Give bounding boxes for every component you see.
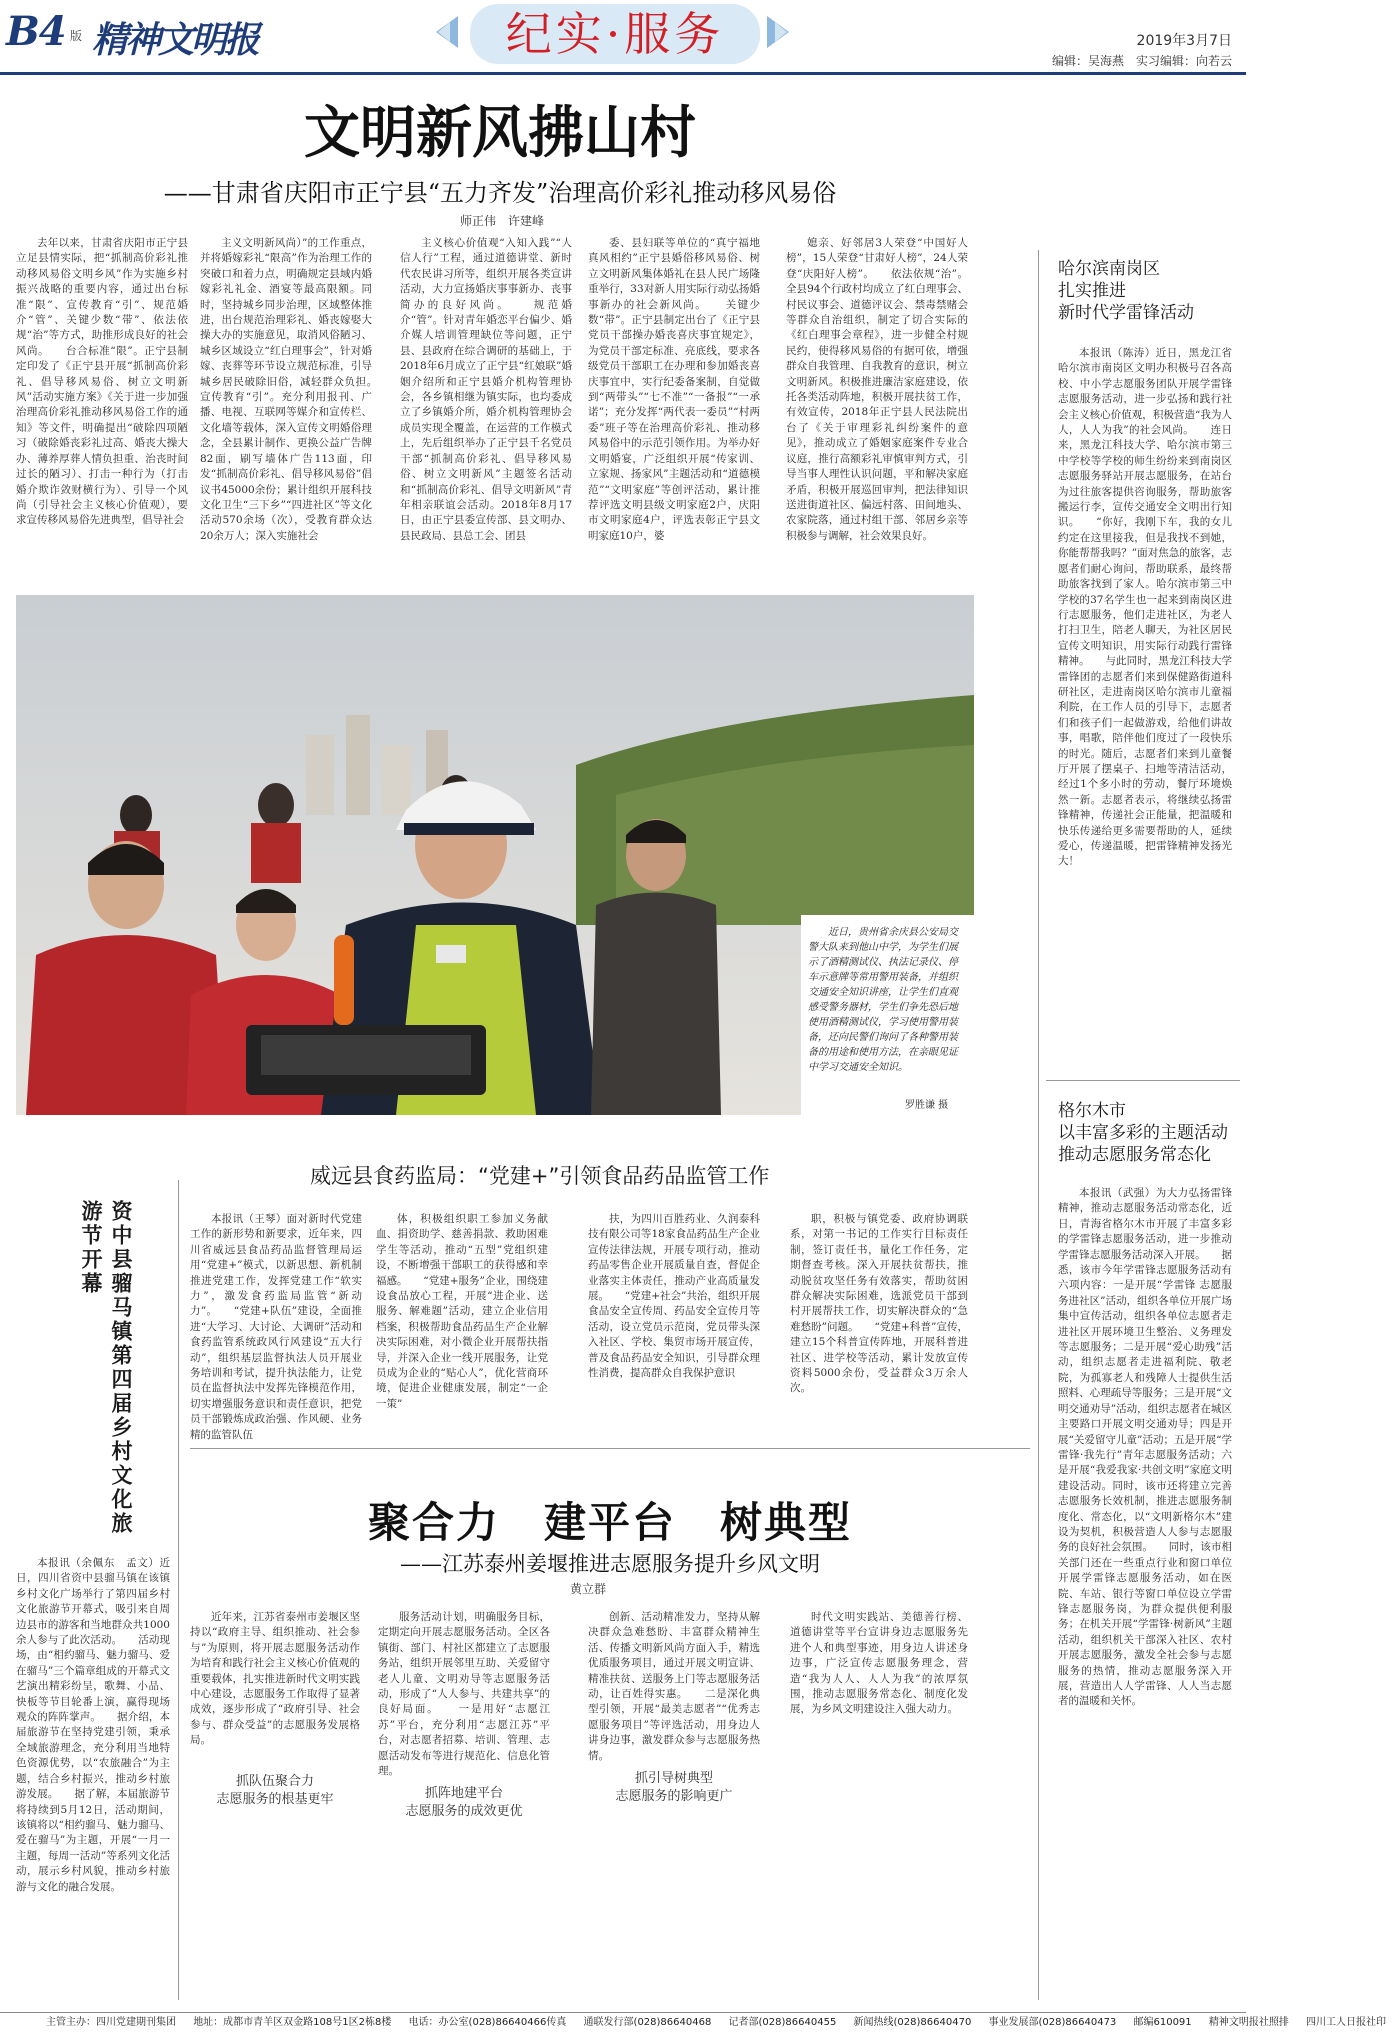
article1-headline: 文明新风拂山村 [304, 100, 696, 166]
article4-section-head-1: 抓队伍聚合力 志愿服务的根基更牢 [216, 1773, 334, 1807]
editors-line: 编辑：吴海燕 实习编辑：向若云 [1051, 54, 1232, 68]
footer-item: 精神文明报社照排 [1208, 2017, 1289, 2028]
sidebar2-title: 格尔木市 以丰富多彩的主题活动 推动志愿服务常态化 [1058, 1101, 1228, 1165]
article4-subheadline: ——江苏泰州姜堰推进志愿服务提升乡风文明 [400, 1552, 820, 1576]
article1-column-4: 委、县妇联等单位的“真宁福地 真风相约”正宁县婚俗移风易俗、树立文明新风集体婚礼在县人民广场隆重举行，33对新人用实际行动弘扬婚事新办的社会新风尚。 关键少数“带”。正宁县制定出台了《正宁县党员干部操办婚丧喜庆事宜规定》，为党员干部定标准、亮底线，要求各级党员干部职工在办理和参加婚丧喜庆事宜中，实行纪委备案制，自觉做到“两带头”“七不准”“一备报”“一承诺”；充分发挥“两代表一委员”“村两委”班子等在治理高价彩礼、推动移风易俗中的示范引领作用。为举办好文明婚宴，广泛组织开展“传家训、立家规、扬家风”主题活动和“道德模范”“文明家庭”等创评活动，累计推荐评选文明县级文明家庭2户，庆阳市文明家庭4户，评选表彰正宁县文明家庭10户，婆 [588, 237, 760, 542]
page-number: B4 [6, 8, 66, 55]
article2-headline: 威远县食药监局：“党建+”引领食品药品监管工作 [310, 1164, 770, 1188]
article2-column-1: 本报讯（王琴）面对新时代党建工作的新形势和新要求，近年来，四川省威远县食品药品监督管理局运用“党建+”模式，以新思想、新机制推进党建工作，发挥党建工作“软实力”，激发食药监局监管“新动力”。 “党建+队伍”建设，全面推进“大学习、大讨论、大调研”活动和食药监管系统政风行风建设“五大行动”，组织基层监督执法人员开展业务培训和考试，提升执法能力，让党员在监督执法中发挥先锋模范作用，切实增强服务意识和责任意识，把党员干部锻炼成政治强、作风硬、业务精的监管队伍 [190, 1213, 362, 1441]
article1-byline: 师正伟 许建峰 [460, 214, 545, 228]
article4-column-2: 服务活动计划，明确服务目标，定期定向开展志愿服务活动。全区各镇街、部门、村社区都建立了志愿服务站，组织开展邻里互助、关爱留守老人儿童、文明劝导等志愿服务活动，形成了“人人参与、共建共享”的良好局面。 一是用好“志愿江苏”平台，充分利用“志愿江苏”平台，对志愿者招募、培训、管理、志愿活动发布等进行规范化、信息化管理。 抓阵地建平台 志愿服务的成效更优 [378, 1611, 550, 1820]
footer-item: 记者部(028)86640455 [728, 2017, 837, 2028]
sidebar1-body: 本报讯（陈涛）近日，黑龙江省哈尔滨市南岗区文明办积极号召各高校、中小学志愿服务团队开展学雷锋志愿服务活动，进一步弘扬和践行社会主义核心价值观，积极营造“我为人人，人人为我”的社会风尚。 连日来，黑龙江科技大学、哈尔滨市第三中学校等学校的师生纷纷来到南岗区志愿服务驿站开展志愿服务，在站台为过往旅客提供咨询服务，帮助旅客搬运行李，宣传交通安全文明出行知识。 “你好，我刚下车，我的女儿约定在这里接我，但是我找不到她，你能帮帮我吗？”面对焦急的旅客，志愿者们耐心询问，帮助联系，最终帮助旅客找到了家人。哈尔滨市第三中学校的37名学生也一起来到南岗区进行志愿服务，他们走进社区，为老人打扫卫生，陪老人聊天，为社区居民宣传文明知识，用实际行动践行雷锋精神。 与此同时，黑龙江科技大学雷锋团的志愿者们来到保健路街道科研社区，走进南岗区哈尔滨市儿童福利院，在工作人员的引导下，志愿者们和孩子们一起做游戏，给他们讲故事，唱歌，陪伴他们度过了一段快乐的时光。随后，志愿者们来到儿童餐厅开展了摆桌子、扫地等清洁活动，经过1个多小时的劳动，餐厅环境焕然一新。志愿者表示，将继续弘扬雷锋精神，传递社会正能量，把温暖和快乐传递给更多需要帮助的人，延续爱心，传递温暖，把雷锋精神发扬光大！ [1058, 347, 1232, 868]
article4-section-head-3: 抓引导树典型 志愿服务的影响更广 [615, 1771, 733, 1805]
article4-byline: 黄立群 [570, 1582, 607, 1596]
article4-column-1: 近年来，江苏省泰州市姜堰区坚持以“政府主导、组织推动、社会参与”为原则，将开展志愿服务活动作为培育和践行社会主义核心价值观的重要载体，扎实推进新时代文明实践中心建设，志愿服务工作取得了显著成效，逐步形成了“政府引导、社会参与、群众受益”的志愿服务发展格局。 抓队伍聚合力 志愿服务的根基更牢 [190, 1611, 360, 1807]
article1-column-1: 去年以来，甘肃省庆阳市正宁县立足县情实际，把“抓制高价彩礼推动移风易俗文明乡风”作为实施乡村振兴战略的重要内容，通过出台标准“限”、宣传教育“引”、规范婚介“管”、关键少数“带”、依法依规“治”等方式，助推形成良好的社会风尚。 台合标准“限”。正宁县制定印发了《正宁县开展“抓制高价彩礼、倡导移风易俗、树立文明新风”活动实施方案》《关于进一步加强治理高价彩礼推动移风易俗工作的通知》等文件，明确提出“破除四项陋习（破除婚丧彩礼过高、婚丧大操大办、薄养厚葬人情负担重、治丧时间过长的陋习）、打击一种行为（打击婚介欺诈敛财横行为）、引导一个风尚（引导社会主义核心价值观），要求宣传移风易俗先进典型，倡导社会 [16, 237, 188, 527]
footer-item: 四川工人日报社印 [1306, 2017, 1387, 2028]
issue-date: 2019年3月7日 [1136, 33, 1232, 49]
article3-divider [178, 1180, 179, 2000]
masthead [0, 0, 1246, 74]
footer-item: 电话：办公室(028)86640466传真 [408, 2017, 567, 2028]
page-suffix: 版 [70, 29, 83, 43]
article4-section-head-2: 抓阵地建平台 志愿服务的成效更优 [405, 1786, 523, 1820]
footer-imprint [0, 2012, 1387, 2035]
sidebar1-title: 哈尔滨南岗区 扎实推进 新时代学雷锋活动 [1058, 259, 1194, 323]
footer-item: 事业发展部(028)86640473 [988, 2017, 1117, 2028]
right-arrow-ornament-icon [765, 12, 795, 52]
sidebar2-body: 本报讯（武强）为大力弘扬雷锋精神，推动志愿服务活动常态化，近日，青海省格尔木市开展了丰富多彩的学雷锋志愿服务活动，进一步推动学雷锋志愿服务活动深入开展。 据悉，该市今年学雷锋志愿服务活动有六项内容：一是开展“学雷锋 志愿服务进社区”活动，组织各单位开展广场集中宣传活动，组织各单位志愿者走进社区开展环境卫生整治、义务理发等志愿服务；二是开展“爱心助残”活动，组织志愿者走进福利院、敬老院，为孤寡老人和残障人士提供生活照料、心理疏导等服务；三是开展“文明交通劝导”活动，组织志愿者在城区主要路口开展文明交通劝导；四是开展“关爱留守儿童”活动；五是开展“学雷锋·我先行”青年志愿服务活动；六是开展“我爱我家·共创文明”家庭文明建设活动。同时，该市还将建立完善志愿服务长效机制，推进志愿服务制度化、常态化，以“文明新格尔木”建设为契机，积极营造人人参与志愿服务的良好社会氛围。 同时，该市相关部门还在一些重点行业和窗口单位开展学雷锋志愿服务活动，如在医院、车站、银行等窗口单位设立学雷锋志愿服务岗，为群众提供便利服务；在机关开展“学雷锋·树新风”主题活动，组织机关干部深入社区、农村开展志愿服务，激发全社会参与志愿服务的热情，推动志愿服务深入开展，营造出人人学雷锋、人人当志愿者的温暖和关怀。 [1058, 1187, 1232, 1708]
article2-column-4: 职，积极与镇党委、政府协调联系，对第一书记的工作实行目标责任制，签订责任书，量化工作任务，定期督查考核。深入开展扶贫帮扶，推动脱贫攻坚任务有效落实，帮助贫困群众解决实际困难，选派党员干部到村开展帮扶工作，切实解决群众的“急难愁盼”问题。 “党建+科普”宣传，建立15个科普宣传阵地，开展科普进社区、进学校等活动，累计发放宣传资料5000余份，受益群众3万余人次。 [790, 1213, 968, 1395]
photo-caption: 近日，贵州省余庆县公安局交警大队来到他山中学，为学生们展示了酒精测试仪、执法记录仪、停车示意牌等常用警用装备，并组织交通安全知识讲座，让学生们直观感受警务器材，学生们争先恐后地使用酒精测试仪，学习使用警用装备，还向民警们询问了各种警用装备的用途和使用方法，在亲眼见证中学习交通安全知识。 [808, 927, 958, 1073]
footer-item: 主管主办：四川党建期刊集团 [46, 2017, 176, 2028]
left-arrow-ornament-icon [430, 12, 460, 52]
article2-column-2: 体，积极组织职工参加义务献血、捐资助学、慈善捐款、救助困难学生等活动，推动“五型”党组织建设，不断增强干部职工的获得感和幸福感。 “党建+服务”企业，围绕建设食品放心工程，开展“进企业、送服务、解难题”活动，建立企业信用档案，积极帮助食品药品生产企业解决实际困难，对小微企业开展帮扶指导，并深入企业一线开展服务，让党员成为企业的“贴心人”，优化营商环境，促进企业健康发展，制定“一企一策” [376, 1213, 548, 1410]
section-title: 纪实·服务 [470, 4, 760, 64]
footer-item: 新闻热线(028)86640470 [853, 2017, 972, 2028]
article3-vertical-title: 资中县骝马镇第四届乡村文化旅游节开幕 [79, 1200, 134, 1536]
article1-column-2: 主义文明新风尚）”的工作重点，并将婚嫁彩礼“限高”作为治理工作的突破口和着力点，明确规定县域内婚嫁彩礼礼金、酒宴等最高限额。同时，坚持城乡同步治理，区域整体推进，出台规范治理彩礼、婚丧嫁娶大操大办的实施意见，取消风俗陋习、城乡区域设立“红白理事会”，针对婚嫁、丧葬等环节设立规范标准，引导城乡居民破除旧俗，减轻群众负担。 宣传教育“引”。充分利用报刊、广播、电视、互联网等媒介和宣传栏、文化墙等载体，深入宣传文明婚俗理念，全县累计制作、更换公益广告牌82面，刷写墙体广告113面，印发“抓制高价彩礼、倡导移风易俗”倡议书45000余份；累计组织开展科技文化卫生“三下乡”“四进社区”等文化活动570余场（次），受教育群众达20余万人；深入实施社会 [200, 237, 393, 542]
footer-item: 通联发行部(028)86640468 [583, 2017, 712, 2028]
article1-column-5: 媳亲、好邻居3人荣登“中国好人榜”，15人荣登“甘肃好人榜”，24人荣登“庆阳好人榜”。 依法依规“治”。全县94个行政村均成立了红白理事会、村民议事会、道德评议会、禁毒禁赌会等群众自治组织，制定了切合实际的《红白理事会章程》，进一步健全村规民约，使得移风易俗的有据可依，增强群众自我管理、自我教育的意识，树立文明新风。积极推进廉洁家庭建设，依托各类活动阵地，积极开展扶贫工作，有效宣传，2018年正宁县人民法院出台了《关于审理彩礼纠纷案件的意见》，推动成立了婚姻家庭案件专业合议庭，推行高额彩礼审慎审判方式，引导当事人理性认识问题，平和解决家庭矛盾，积极开展巡回审判，把法律知识送进街道社区、偏远村落、田间地头、农家院落，通过村组干部、邻居乡亲等积极参与调解，社会效果良好。 [786, 237, 968, 542]
paper-name: 精神文明报 [92, 19, 258, 61]
article4-column-4: 时代文明实践站、美德善行榜、道德讲堂等平台宣讲身边志愿服务先进个人和典型事迹，用身边人讲述身边事，广泛宣传志愿服务理念，营造“我为人人、人人为我”的浓厚氛围，推动志愿服务常态化、制度化发展，为乡风文明建设注入强大动力。 [790, 1611, 968, 1716]
photo-credit: 罗胜谦 摄 [905, 1100, 949, 1111]
article4-top-rule [190, 1448, 1030, 1449]
article4-column-3: 创新、活动精准发力，坚持从解决群众急难愁盼、丰富群众精神生活、传播文明新风尚方面入手，精选优质服务项目，通过开展文明宣讲、精准扶贫、送服务上门等志愿服务活动，让百姓得实惠。 二是深化典型引领，开展“最美志愿者”“优秀志愿服务项目”等评选活动，用身边人讲身边事，激发群众参与志愿服务热情。 抓引导树典型 志愿服务的影响更广 [588, 1611, 760, 1805]
article1-subheadline: ——甘肃省庆阳市正宁县“五力齐发”治理高价彩礼推动移风易俗 [163, 179, 837, 207]
footer-item: 地址：成都市青羊区双金路108号1区2栋8楼 [193, 2017, 392, 2028]
sidebar-divider [1038, 250, 1039, 2000]
article1-column-3: 主义核心价值观“入知入践”“人信人行”工程，通过道德讲堂、新时代农民讲习所等，组织开展各类宣讲活动，大力宣扬婚庆事事新办、丧事简办的良好风尚。 规范婚介“管”。针对青年婚恋平台偏少、婚介媒人培训管理缺位等问题，正宁县、县政府在综合调研的基础上，于2018年6月成立了正宁县“红娘联”婚姻介绍所和正宁县婚介机构管理协会，各乡镇相继为镇实际，也均委成立了乡镇婚介所，婚介机构管理协会成员实现全覆盖，在运营的工作模式上，先后组织举办了正宁县千名党员干部“抓制高价彩礼、倡导移风易俗、树立文明新风”主题签名活动和“抓制高价彩礼、倡导文明新风”青年相亲联谊会活动。2018年8月17日，由正宁县委宣传部、县文明办、县民政局、县总工会、团县 [400, 237, 572, 542]
article3-body: 本报讯（余佩东 孟文）近日，四川省资中县骝马镇在该镇乡村文化广场举行了第四届乡村文化旅游节开幕式，吸引来自周边县市的游客和当地群众共1000余人参与了此次活动。 活动现场，由“相约骝马、魅力骝马、爱在骝马”三个篇章组成的开幕式文艺演出精彩纷呈，歌舞、小品、快板等节目轮番上演，赢得现场观众的阵阵掌声。 据介绍，本届旅游节在坚持党建引领，秉承全域旅游理念，充分利用当地特色资源优势，以“农旅融合”为主题，结合乡村振兴，推动乡村旅游发展。 据了解，本届旅游节将持续到5月12日，活动期间，该镇将以“相约骝马、魅力骝马、爱在骝马”为主题，开展“一月一主题，每周一活动”等系列文化活动，展示乡村风貌，推动乡村旅游与文化的融合发展。 [16, 1557, 170, 1893]
masthead-rule [0, 72, 1246, 75]
sidebar-mid-rule [1046, 1080, 1240, 1081]
footer-item: 邮编610091 [1133, 2017, 1192, 2028]
article2-column-3: 扶，为四川百胜药业、久润泰科技有限公司等18家食品药品生产企业宣传法律法规，开展专项行动，推动药品零售企业开展质量自查，督促企业落实主体责任，推动产业高质量发展。 “党建+社会”共治，组织开展食品安全宣传周、药品安全宣传月等活动，设立党员示范岗，党员带头深入社区、学校、集贸市场开展宣传，普及食品药品安全知识，引导群众理性消费，提高群众自我保护意识 [588, 1213, 760, 1380]
article4-headline: 聚合力 建平台 树典型 [367, 1498, 852, 1547]
